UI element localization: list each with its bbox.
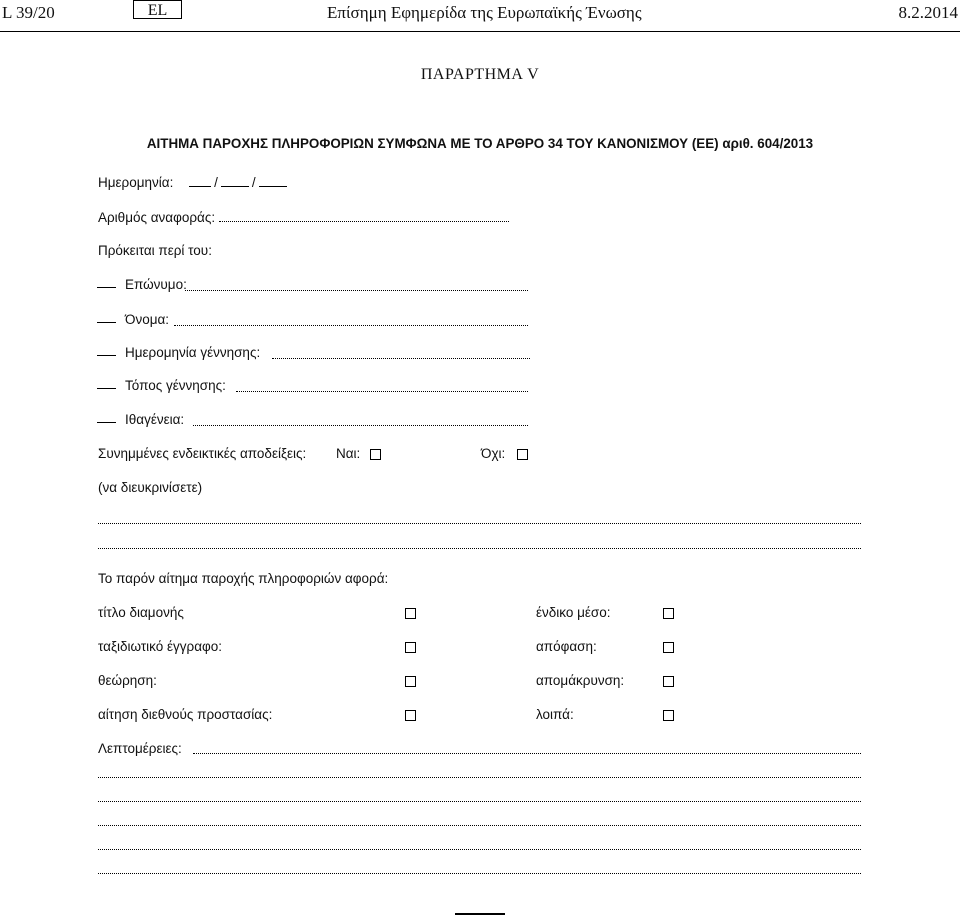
birth-date-label: Ημερομηνία γέννησης: — [125, 345, 261, 360]
specify-label: (να διευκρινίσετε) — [98, 480, 203, 495]
evidence-label: Συνημμένες ενδεικτικές αποδείξεις: — [98, 446, 307, 461]
birth-place-dots[interactable] — [236, 390, 528, 392]
birth-place-row — [0, 378, 960, 398]
language-box: EL — [133, 0, 182, 19]
residence-permit-checkbox[interactable] — [405, 608, 416, 619]
travel-document-checkbox[interactable] — [405, 642, 416, 653]
details-label: Λεπτομέρειες: — [98, 741, 182, 756]
list-dash — [97, 287, 116, 288]
name-dots[interactable] — [174, 324, 528, 326]
yes-checkbox[interactable] — [370, 449, 381, 460]
surname-row — [0, 277, 960, 297]
details-dots[interactable] — [193, 752, 861, 754]
no-label: Όχι: — [481, 446, 506, 461]
header-rule — [0, 31, 960, 32]
journal-title: Επίσημη Εφημερίδα της Ευρωπαϊκής Ένωσης — [327, 3, 642, 22]
details-dotted-line[interactable] — [98, 848, 861, 850]
reference-dots[interactable] — [219, 220, 509, 222]
legal-remedy-checkbox[interactable] — [663, 608, 674, 619]
reference-label: Αριθμός αναφοράς: — [98, 210, 216, 225]
list-dash — [97, 355, 116, 356]
request-concerns-label: Το παρόν αίτημα παροχής πληροφοριών αφορά: — [98, 571, 389, 586]
date-month-blank[interactable] — [221, 185, 249, 187]
date-year-blank[interactable] — [259, 185, 287, 187]
annex-heading: ΠΑΡΑΡΤΗΜΑ V — [420, 66, 540, 83]
option-removal: απομάκρυνση: — [536, 673, 625, 688]
birth-date-dots[interactable] — [272, 357, 530, 359]
specify-dotted-line[interactable] — [98, 547, 861, 549]
nationality-label: Ιθαγένεια: — [125, 412, 185, 427]
removal-checkbox[interactable] — [663, 676, 674, 687]
list-dash — [97, 422, 116, 423]
other-checkbox[interactable] — [663, 710, 674, 721]
details-dotted-line[interactable] — [98, 800, 861, 802]
concerns-label: Πρόκειται περί του: — [98, 243, 212, 258]
option-decision: απόφαση: — [536, 639, 597, 654]
option-residence-permit: τίτλο διαμονής — [98, 605, 184, 620]
birth-place-label: Τόπος γέννησης: — [125, 378, 226, 393]
list-dash — [97, 388, 116, 389]
yes-label: Ναι: — [336, 446, 361, 461]
details-dotted-line[interactable] — [98, 776, 861, 778]
specify-dotted-line[interactable] — [98, 522, 861, 524]
decision-checkbox[interactable] — [663, 642, 674, 653]
form-title: ΑΙΤΗΜΑ ΠΑΡΟΧΗΣ ΠΛΗΡΟΦΟΡΙΩΝ ΣΥΜΦΩΝΑ ΜΕ ΤΟ ΑΡΘΡΟ 34 ΤΟΥ ΚΑΝΟΝΙΣΜΟΥ (ΕΕ) αριθ. 604/2013 — [146, 136, 814, 151]
page-reference: L 39/20 — [2, 3, 55, 22]
no-checkbox[interactable] — [517, 449, 528, 460]
date-separator: / — [214, 175, 218, 190]
date-field — [98, 175, 287, 190]
list-dash — [97, 322, 116, 323]
date-separator: / — [251, 175, 256, 190]
details-dotted-line[interactable] — [98, 824, 861, 826]
option-travel-document: ταξιδιωτικό έγγραφο: — [98, 639, 223, 654]
end-rule — [455, 913, 505, 915]
date-label: Ημερομηνία: — [98, 175, 174, 190]
option-international-protection: αίτηση διεθνούς προστασίας: — [98, 707, 273, 722]
option-visa: θεώρηση: — [98, 673, 157, 688]
option-other: λοιπά: — [536, 707, 574, 722]
journal-header — [0, 0, 960, 32]
nationality-row — [0, 412, 960, 432]
details-dotted-line[interactable] — [98, 872, 861, 874]
nationality-dots[interactable] — [193, 424, 528, 426]
surname-label: Επώνυμο: — [125, 277, 187, 292]
option-legal-remedy: ένδικο μέσο: — [536, 605, 611, 620]
name-label: Όνομα: — [125, 312, 170, 327]
visa-checkbox[interactable] — [405, 676, 416, 687]
name-row — [0, 312, 960, 332]
date-day-blank[interactable] — [189, 185, 211, 187]
reference-field — [98, 210, 509, 225]
birth-date-row — [0, 345, 960, 365]
publication-date: 8.2.2014 — [898, 3, 958, 22]
surname-dots[interactable] — [185, 289, 528, 291]
international-protection-checkbox[interactable] — [405, 710, 416, 721]
